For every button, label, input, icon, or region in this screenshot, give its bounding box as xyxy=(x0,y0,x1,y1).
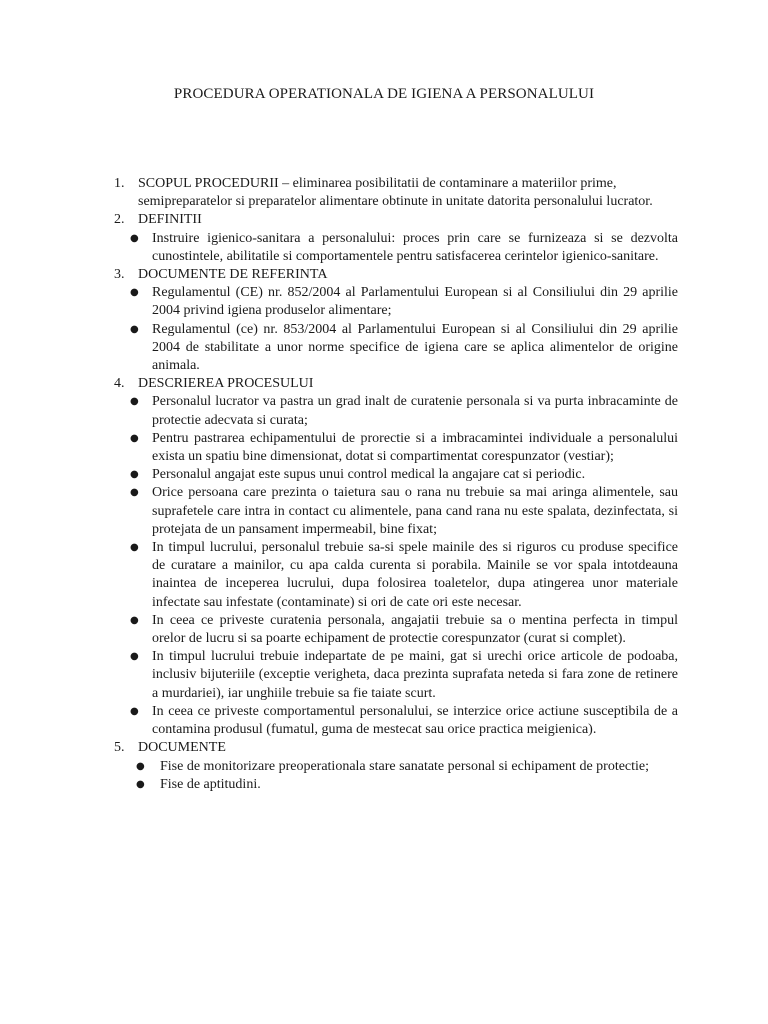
bullet-icon: ● xyxy=(130,287,139,299)
list-item-text: Personalul lucrator va pastra un grad inalt de curatenie personala si va purta inbracaminte de protectie adecvata si curata; xyxy=(152,394,678,428)
list-item-text: Instruire igienico-sanitara a personalului: proces prin care se furnizeaza si se dezvolta cunostintele, abilitatile si comportamentele pentru satisfacerea cerintelor igienico-sanitare. xyxy=(152,230,678,264)
bullet-icon: ● xyxy=(130,323,139,335)
list-item-text: Pentru pastrarea echipamentului de prorectie si a imbracamintei individuale a personalului exista un spatiu bine dimensionat, dotat si compartimentat corespunzator (vestiar); xyxy=(152,430,678,465)
section-number: 5. xyxy=(114,740,125,756)
list-item xyxy=(114,466,678,484)
section-heading xyxy=(114,375,678,393)
section-text: semipreparatelor si preparatelor alimentare obtinute in unitate datorita personalului lucrator. xyxy=(138,194,653,210)
bullet-icon: ● xyxy=(130,542,139,554)
section-title: DOCUMENTE xyxy=(138,740,226,756)
section-number: 4. xyxy=(114,376,125,392)
bullet-icon: ● xyxy=(130,396,139,408)
bullet-icon: ● xyxy=(130,614,139,626)
section-title: DESCRIEREA PROCESULUI xyxy=(138,376,314,392)
section-title: SCOPUL PROCEDURII – eliminarea posibilitatii de contaminare a materiilor prime, xyxy=(138,176,617,191)
list-item xyxy=(114,321,678,376)
list-item xyxy=(114,776,678,794)
section-number: 2. xyxy=(114,212,125,228)
list-item xyxy=(114,484,678,539)
list-item xyxy=(114,612,678,648)
section-heading xyxy=(114,266,678,284)
section-title: DEFINITII xyxy=(138,212,202,228)
bullet-list xyxy=(114,230,678,266)
section-process xyxy=(114,375,678,739)
bullet-icon: ● xyxy=(130,469,139,481)
list-item-text: Regulamentul (ce) nr. 853/2004 al Parlamentului European si al Consiliului din 29 aprilie 2004 de stabilitate a unor norme specifice de igiena care se aplica alimentelor de origine animala. xyxy=(152,321,678,374)
list-item xyxy=(114,539,678,612)
section-title: DOCUMENTE DE REFERINTA xyxy=(138,267,328,283)
list-item xyxy=(114,703,678,739)
list-item xyxy=(114,284,678,320)
section-number: 3. xyxy=(114,267,125,283)
list-item xyxy=(114,758,678,776)
bullet-list xyxy=(114,284,678,375)
section-documents xyxy=(114,739,678,794)
bullet-icon: ● xyxy=(130,432,139,444)
list-item-text: Fise de monitorizare preoperationala stare sanatate personal si echipament de protectie; xyxy=(160,758,650,774)
list-item-text: Personalul angajat este supus unui control medical la angajare cat si periodic. xyxy=(152,467,586,483)
bullet-icon: ● xyxy=(136,760,145,772)
list-item-text: In timpul lucrului trebuie indepartate de pe maini, gat si urechi orice articole de podoaba, inclusiv bijuteriile (exceptie verigheta, daca prezinta suprafata neteda si fara zone de retinere a murdariei), iar unghiile trebuie sa fie taiate scurt. xyxy=(152,649,678,701)
list-item-text: In ceea ce priveste curatenia personala, angajatii trebuie sa o mentina perfecta in timpul orelor de lucru si sa poarte echipament de protectie corespunzator (curat si complet). xyxy=(152,612,678,647)
section-heading xyxy=(114,175,678,193)
bullet-icon: ● xyxy=(136,778,145,790)
section-definitions xyxy=(114,211,678,266)
bullet-icon: ● xyxy=(130,705,139,717)
section-references xyxy=(114,266,678,375)
list-item-text: Orice persoana care prezinta o taietura sau o rana nu trebuie sa mai aringa alimentele, sau suprafetele care intra in contact cu alimentele, pana cand rana nu este spalata, dezinfectata, si protejata de un pansament impermeabil, bine fixat; xyxy=(152,485,678,537)
list-item xyxy=(114,393,678,429)
bullet-list xyxy=(114,758,678,794)
bullet-icon: ● xyxy=(130,487,139,499)
page-title: PROCEDURA OPERATIONALA DE IGIENA A PERSONALULUI xyxy=(173,86,595,102)
list-item xyxy=(114,230,678,266)
document-body xyxy=(114,175,678,794)
bullet-icon: ● xyxy=(130,651,139,663)
bullet-icon: ● xyxy=(130,232,139,244)
section-heading xyxy=(114,211,678,229)
list-item-text: Regulamentul (CE) nr. 852/2004 al Parlamentului European si al Consiliului din 29 aprilie 2004 privind igiena produselor alimentare; xyxy=(152,285,678,319)
list-item-text: In timpul lucrului, personalul trebuie sa-si spele mainile des si riguros cu produse specifice de curatare a mainilor, cu apa calda curenta si porabila. Mainile se vor spala intotdeauna inaintea de inceperea lucrului, dupa folosirea toaletelor, dupa atingerea unor materiale infectate sau infestate (contaminate) si ori de cate ori este necesar. xyxy=(152,540,678,610)
section-number: 1. xyxy=(114,176,125,191)
list-item-text: In ceea ce priveste comportamentul personalului, se interzice orice actiune susceptibila de a contamina produsul (fumatul, guma de mestecat sau orice practica meigienica). xyxy=(152,703,678,738)
section-heading xyxy=(114,739,678,757)
list-item xyxy=(114,430,678,466)
list-item xyxy=(114,648,678,703)
section-scope xyxy=(114,175,678,211)
bullet-list xyxy=(114,393,678,739)
list-item-text: Fise de aptitudini. xyxy=(160,776,261,792)
